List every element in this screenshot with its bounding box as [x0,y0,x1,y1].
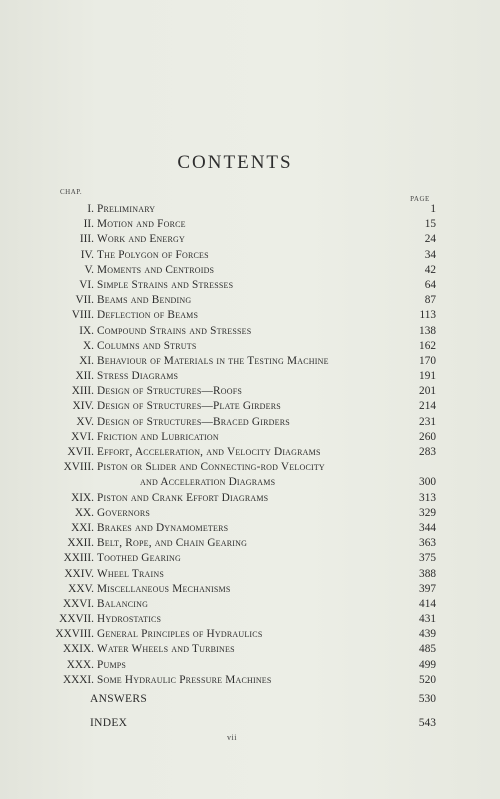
chapter-number: XXIV. [64,567,94,580]
chapter-title: Work and Energy [97,233,185,246]
toc-entry [0,339,500,354]
page-number: 431 [419,613,436,626]
chapter-number: XIII. [71,385,94,398]
chapter-title: Effort, Acceleration, and Velocity Diagrams [97,446,321,458]
toc-entry [0,582,500,597]
chapter-title: Water Wheels and Turbines [97,643,235,656]
page-number: 162 [419,339,436,352]
toc-entry [0,278,500,293]
toc-entry [0,521,500,536]
page-column-header: PAGE [410,195,430,203]
page-number: 231 [419,415,436,428]
toc-entry [0,673,500,688]
back-matter-label: ANSWERS [90,693,148,705]
chapter-title: Behaviour of Materials in the Testing Machine [97,354,329,367]
toc-entry [0,612,500,627]
toc-entry [0,551,500,566]
toc-entry [0,658,500,673]
chapter-title: The Polygon of Forces [97,248,209,261]
chapter-title: Moments and Centroids [97,263,215,276]
chapter-title: Pumps [97,658,127,671]
chapter-title: Deflection of Beams [97,309,199,322]
page-number: 313 [419,491,436,504]
toc-entry [0,567,500,582]
toc-entry [0,642,500,657]
chapter-number: VI. [79,278,94,291]
chapter-title: Balancing [97,597,149,610]
toc-entry [0,354,500,369]
chapter-title: Beams and Bending [97,294,192,307]
chapter-number: XIV. [72,400,94,413]
chapter-title: Stress Diagrams [97,370,179,383]
back-matter-entry [0,692,500,707]
toc-entry [0,308,500,323]
chapter-number: XI. [79,354,94,367]
page-number: 344 [419,521,436,534]
chapter-number: XIX. [71,491,94,504]
page-number: 363 [419,537,436,550]
chapter-number: XVIII. [63,461,94,474]
chapter-title: Miscellaneous Mechanisms [97,582,231,595]
chapter-number: XVII. [67,446,94,458]
page-number: 543 [418,717,436,729]
page-number: 15 [424,218,436,231]
page-number: 24 [424,233,436,246]
chapter-number: XXVI. [62,597,94,610]
chapter-title: Columns and Struts [97,339,197,352]
chapter-number: XXVII. [59,613,94,626]
chapter-number: XXV. [68,582,94,595]
chapter-number: XXIII. [63,552,94,565]
chapter-title: Wheel Trains [97,567,165,580]
chapter-number: X. [83,339,94,352]
toc-entry [0,445,500,460]
page-number: 214 [419,400,436,413]
page-number: 439 [419,628,436,641]
page-number: 138 [419,324,436,337]
toc-entry [0,324,500,339]
chapter-number: XX. [74,506,94,519]
page-number: 530 [418,693,436,705]
chapter-number: XXX. [66,658,94,671]
chapter-title-continued: and Acceleration Diagrams [140,476,276,489]
page-number: 375 [419,552,436,565]
toc-entry [0,369,500,384]
toc-entry-continued [0,475,500,490]
chapter-number: VIII. [71,309,94,322]
toc-entry [0,627,500,642]
chapter-number: IX. [79,324,94,337]
chapter-number: XV. [76,415,94,428]
toc-entry [0,491,500,506]
toc-entry [0,460,500,475]
chapter-title: Simple Strains and Stresses [97,278,234,291]
chapter-number: XXVIII. [55,628,94,641]
toc-entry [0,293,500,308]
page-number: 191 [419,370,436,383]
chapter-number: III. [79,233,94,246]
page-number: 42 [424,263,436,276]
chapter-title: Design of Structures—Braced Girders [97,415,290,428]
chapter-number: II. [83,218,94,231]
toc-entry [0,506,500,521]
chapter-number: I. [87,203,94,215]
page-number: 388 [419,567,436,580]
chapter-number: XXXI. [62,673,94,686]
chapter-title: Piston and Crank Effort Diagrams [97,491,269,504]
toc-entry [0,217,500,232]
chapter-number: XXIX. [62,643,94,656]
page-number: 283 [419,446,436,458]
page-number: 170 [419,354,436,367]
chapter-title: Design of Structures—Roofs [97,385,243,398]
toc-entry [0,430,500,445]
chapter-title: Design of Structures—Plate Girders [97,400,281,413]
back-matter-label: INDEX [90,717,128,729]
chapter-title: Preliminary [97,203,156,215]
toc-entry [0,415,500,430]
chapter-title: General Principles of Hydraulics [97,628,263,641]
page-number: 414 [419,597,436,610]
page-number: 113 [419,309,436,322]
page-number: 1 [430,203,436,215]
chapter-number: VII. [75,294,94,307]
chapter-number: IV. [80,248,94,261]
chapter-title: Piston or Slider and Connecting-rod Velocity [97,461,325,474]
page-number: 260 [419,430,436,443]
page-title: CONTENTS [177,152,293,173]
chapter-title: Some Hydraulic Pressure Machines [97,673,272,686]
toc-entry [0,232,500,247]
chapter-title: Toothed Gearing [97,552,181,565]
chapter-title: Compound Strains and Stresses [97,324,252,337]
page-number: 329 [419,506,436,519]
chapter-title: Governors [97,506,151,519]
chapter-number: XXI. [71,521,94,534]
page-number: 397 [419,582,436,595]
chapter-number: XVI. [71,430,94,443]
contents-list [0,202,500,688]
page-number: 499 [419,658,436,671]
chapter-title: Motion and Force [97,218,186,231]
toc-entry [0,263,500,278]
chapter-number: XII. [75,370,94,383]
chapter-title: Friction and Lubrication [97,430,219,443]
toc-entry [0,384,500,399]
page-number: 87 [424,294,436,307]
chapter-number: V. [84,263,94,276]
toc-entry [0,399,500,414]
page-number: 34 [424,248,436,261]
chapter-title: Hydrostatics [97,613,162,626]
page-number: 485 [419,643,436,656]
chapter-title: Brakes and Dynamometers [97,521,229,534]
page-number: 300 [419,476,436,489]
page-number: 201 [419,385,436,398]
toc-entry [0,202,500,217]
toc-entry [0,597,500,612]
page-folio: vii [227,733,237,742]
page-number: 520 [419,673,436,686]
chapter-column-header: CHAP. [60,188,83,196]
chapter-title: Belt, Rope, and Chain Gearing [97,537,248,550]
back-matter-entry [0,716,500,731]
toc-entry [0,248,500,263]
toc-entry [0,536,500,551]
page-number: 64 [424,278,436,291]
chapter-number: XXII. [67,537,94,550]
